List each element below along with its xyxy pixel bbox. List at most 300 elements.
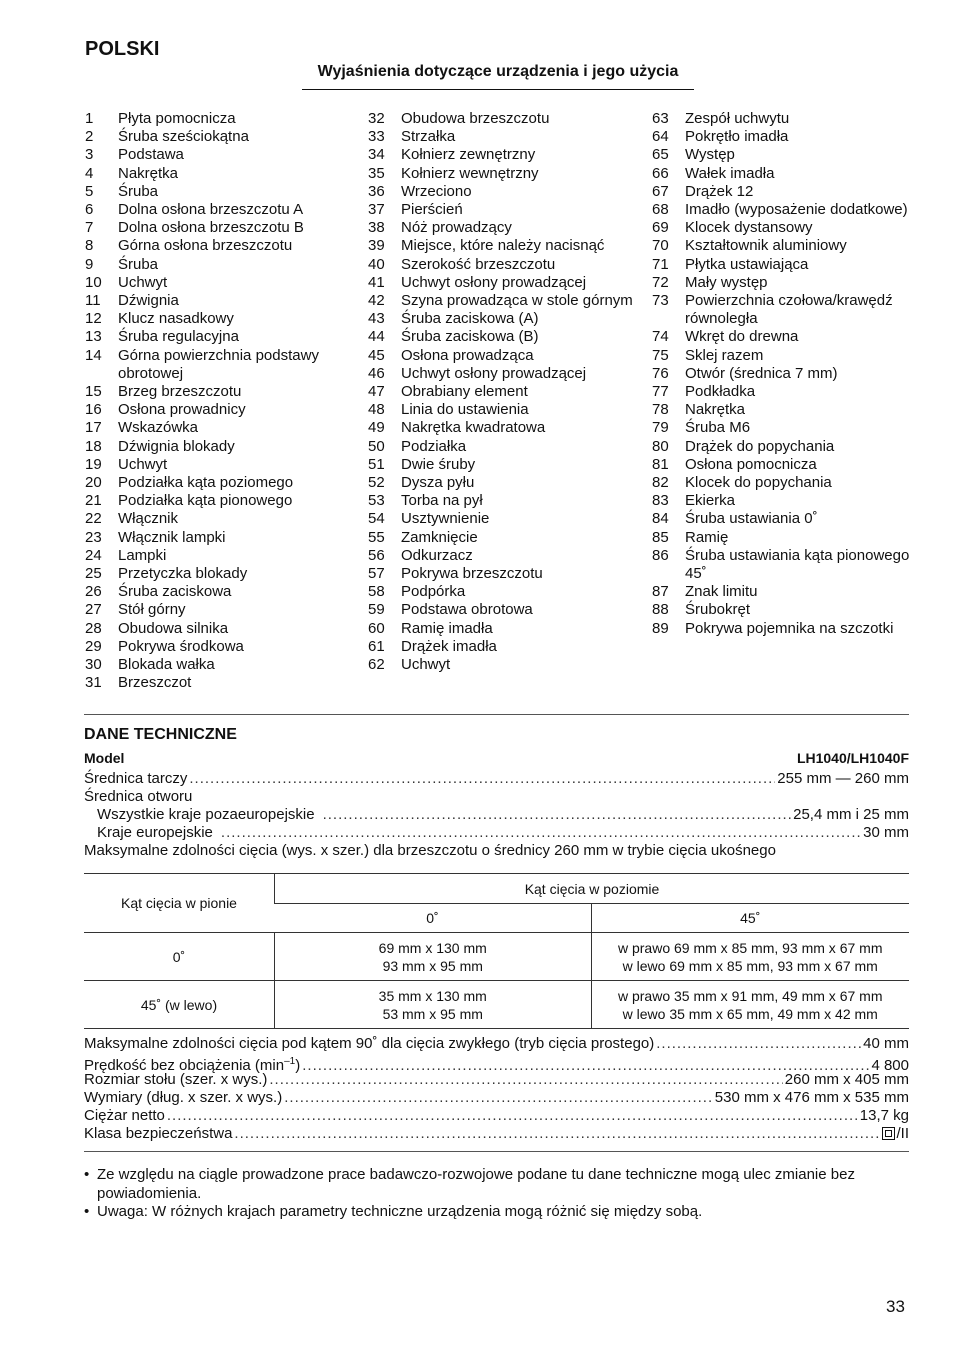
legend-item-number: 73 [652,292,669,310]
legend-item-number: 67 [652,182,669,200]
legend-item [368,310,640,328]
legend-item-number: 45 [368,346,385,364]
legend-item-label: Drążek 12 [685,182,754,200]
legend-item [85,237,355,255]
section-divider [84,714,909,715]
legend-item-number: 10 [85,273,102,291]
legend-item [368,547,640,565]
legend-item [368,219,640,237]
legend-item [652,146,916,164]
legend-item-label: Płytka ustawiająca [685,255,809,273]
legend-item-label: Szerokość brzeszczotu [401,255,556,273]
legend-item-number: 64 [652,128,669,146]
legend-item-label: Strzałka [401,128,456,146]
legend-item-label: Śruba ustawiania 0˚ [685,510,818,528]
legend-item-label: Imadło (wyposażenie dodatkowe) [685,201,908,219]
legend-item-label: Nakrętka kwadratowa [401,419,546,437]
legend-item-label: Śruba [118,182,159,200]
legend-column-3 [652,110,916,638]
legend-item [652,601,916,619]
specs-title: DANE TECHNICZNE [84,726,237,743]
legend-item [368,565,640,583]
legend-item-label: Wkręt do drewna [685,328,799,346]
legend-item [85,510,355,528]
legend-item-label: Nakrętka [685,401,746,419]
legend-item-label: Śruba regulacyjna [118,328,239,346]
legend-item-number: 74 [652,328,669,346]
legend-item-number: 25 [85,565,102,583]
legend-item [368,237,640,255]
legend-item-label: Występ [685,146,735,164]
legend-item [85,638,355,656]
legend-item-label: Podstawa [118,146,184,164]
spec-value: 255 mm — 260 mm [777,770,909,787]
legend-item [652,274,916,292]
legend-item [85,256,355,274]
legend-item-label: Otwór (średnica 7 mm) [685,364,838,382]
legend-item [85,110,355,128]
model-label: Model [84,750,125,766]
model-row [84,750,909,766]
legend-item-number: 23 [85,528,102,546]
legend-item-number: 85 [652,528,669,546]
spec-label: Klasa bezpieczeństwa [84,1125,233,1142]
horizontal-angle-header: Kąt cięcia w poziomie [275,874,910,904]
legend-item-number: 39 [368,237,385,255]
legend-item [652,365,916,383]
legend-item-label: Obudowa brzeszczotu [401,110,550,127]
legend-item-number: 81 [652,455,669,473]
legend-item-label: Drążek do popychania [685,437,835,455]
legend-item [85,674,355,692]
legend-item [85,201,355,219]
legend-item-number: 5 [85,182,94,200]
spec-value: 4 800 [871,1057,909,1074]
legend-item-number: 48 [368,401,385,419]
legend-item [368,656,640,674]
legend-item-number: 3 [85,146,94,164]
legend-item [368,638,640,656]
legend-item [85,492,355,510]
legend-item-label: Osłona prowadnicy [118,401,246,419]
double-insulation-icon [882,1127,895,1140]
legend-item-label: Dysza pyłu [401,474,475,492]
capacity-at-0: 69 mm x 130 mm 93 mm x 95 mm [275,933,592,981]
spec-label: Wszystkie kraje pozaeuropejskie [97,806,315,823]
capacity-at-45: w prawo 69 mm x 85 mm, 93 mm x 67 mm w lewo 69 mm x 85 mm, 93 mm x 67 mm [591,933,909,981]
legend-item-label: Znak limitu [685,583,758,601]
legend-item-label: Górna osłona brzeszczotu [118,237,293,255]
legend-item [368,383,640,401]
legend-item-label: Szyna prowadząca w stole górnym [401,292,633,310]
leader-dots [269,1071,782,1089]
legend-item-number: 86 [652,546,669,564]
legend-item [652,492,916,510]
legend-item-number: 57 [368,565,385,583]
legend-item-number: 70 [652,237,669,255]
legend-item-label: Torba na pył [401,492,483,510]
legend-item [368,620,640,638]
notes [84,1166,909,1222]
row-vertical-angle: 0˚ [84,933,275,981]
legend-item-label: Pokrywa pojemnika na szczotki [685,619,894,637]
legend-item-number: 50 [368,437,385,455]
legend-item-number: 20 [85,474,102,492]
model-value: LH1040/LH1040F [796,750,909,766]
spec-row-bore-eu [97,824,909,842]
table-row [84,933,909,981]
legend-item-number: 88 [652,601,669,619]
legend-item-number: 27 [85,601,102,619]
section-subtitle: Wyjaśnienia dotyczące urządzenia i jego użycia [302,63,694,90]
legend-item-number: 79 [652,419,669,437]
legend-item-number: 49 [368,419,385,437]
horizontal-angle-0: 0˚ [275,904,592,933]
legend-item-label: Osłona prowadząca [401,346,534,364]
legend-item [368,583,640,601]
legend-item-number: 77 [652,383,669,401]
legend-item [652,128,916,146]
legend-item-number: 11 [85,292,101,310]
legend-item-label: Włącznik lampki [118,528,226,546]
legend-item [652,401,916,419]
legend-item-label: Podstawa obrotowa [401,601,533,619]
legend-item-label: Klocek do popychania [685,474,832,492]
legend-item-number: 52 [368,474,385,492]
legend-item [368,529,640,547]
legend-item [368,256,640,274]
legend-item [368,474,640,492]
legend-item [368,492,640,510]
row-vertical-angle: 45˚ (w lewo) [84,981,275,1029]
legend-item-number: 28 [85,619,102,637]
legend-item-number: 66 [652,164,669,182]
legend-item-number: 53 [368,492,385,510]
legend-item-number: 32 [368,110,385,127]
spec-row-weight [84,1107,909,1125]
legend-item-label: Zamknięcie [401,528,478,546]
legend-item-number: 6 [85,201,94,219]
legend-item [85,146,355,164]
legend-item-label: Podziałka [401,437,467,455]
legend-item [652,419,916,437]
legend-item-label: Pokrywa brzeszczotu [401,565,543,583]
legend-item [85,183,355,201]
spec-value: 13,7 kg [859,1107,909,1124]
legend-item [652,456,916,474]
legend-item-label: Obrabiany element [401,383,528,401]
legend-item-number: 2 [85,128,94,146]
legend-item [652,438,916,456]
legend-item-number: 30 [85,656,102,674]
legend-item-label: Dźwignia [118,292,179,310]
legend-item [85,128,355,146]
legend-item-label: Lampki [118,546,167,564]
legend-item [85,292,355,310]
legend-item-number: 58 [368,583,385,601]
legend-item-number: 34 [368,146,385,164]
legend-item [652,383,916,401]
legend-item-number: 9 [85,255,94,273]
horizontal-angle-45: 45˚ [591,904,909,933]
legend-item [85,620,355,638]
legend-column-1 [85,110,355,693]
legend-item [368,601,640,619]
legend-item-label: Dolna osłona brzeszczotu A [118,201,304,219]
legend-item-number: 13 [85,328,102,346]
legend-item [85,529,355,547]
legend-item-label: Dolna osłona brzeszczotu B [118,219,304,237]
legend-item-number: 56 [368,546,385,564]
leader-dots [284,1089,713,1107]
legend-item-number: 68 [652,201,669,219]
legend-item [652,292,916,328]
spec-row-bore-non-eu [97,806,909,824]
legend-item-label: Klucz nasadkowy [118,310,234,328]
legend-item-label: Ramię imadła [401,619,493,637]
legend-item [368,146,640,164]
legend-item-number: 19 [85,455,102,473]
leader-dots [221,824,861,842]
legend-item [368,110,640,128]
leader-dots [234,1125,880,1143]
legend-item-number: 14 [85,346,102,364]
spec-value: 530 mm x 476 mm x 535 mm [714,1089,909,1106]
legend-item-label: Mały występ [685,273,768,291]
leader-dots [323,806,792,824]
legend-item [368,274,640,292]
legend-item-number: 83 [652,492,669,510]
legend-item-number: 40 [368,255,385,273]
note-item: • Uwaga: W różnych krajach parametry techniczne urządzenia mogą różnić się między sobą. [84,1203,703,1220]
legend-item-number: 72 [652,273,669,291]
legend-item-label: Nóż prowadzący [401,219,512,237]
legend-item-label: Powierzchnia czołowa/krawędź równoległa [685,292,893,328]
legend-item-number: 26 [85,583,102,601]
legend-item-number: 46 [368,364,385,382]
legend-item-label: Śruba zaciskowa (A) [401,310,539,328]
legend-item-number: 84 [652,510,669,528]
legend-item-label: Pokrywa środkowa [118,637,244,655]
legend-item-label: Brzeszczot [118,674,192,692]
legend-item [652,237,916,255]
legend-item [85,438,355,456]
legend-item-label: Kołnierz zewnętrzny [401,146,536,164]
legend-item-label: Kołnierz wewnętrzny [401,164,539,182]
legend-item-label: Dźwignia blokady [118,437,235,455]
legend-item-label: Podziałka kąta poziomego [118,474,294,492]
legend-item-label: Obudowa silnika [118,619,229,637]
legend-item [85,419,355,437]
miter-caption: Maksymalne zdolności cięcia (wys. x szer.) dla brzeszczotu o średnicy 260 mm w trybie cięcia ukośnego [84,842,776,859]
legend-item-number: 44 [368,328,385,346]
legend-item [85,347,355,383]
leader-dots [189,770,775,788]
legend-item [652,201,916,219]
section-divider [84,1151,909,1152]
legend-item-label: Stół górny [118,601,186,619]
legend-item-label: Linia do ustawienia [401,401,529,419]
spec-row-safety-class [84,1125,909,1143]
legend-item-label: Brzeg brzeszczotu [118,383,242,401]
legend-item [85,456,355,474]
legend-item [85,401,355,419]
legend-item [652,583,916,601]
legend-item-number: 29 [85,637,102,655]
capacity-at-45: w prawo 35 mm x 91 mm, 49 mm x 67 mm w lewo 35 mm x 65 mm, 49 mm x 42 mm [591,981,909,1029]
legend-item [652,328,916,346]
spec-value: /II [882,1125,909,1143]
legend-item-label: Uchwyt [401,656,451,674]
legend-item-number: 71 [652,255,669,273]
legend-item [652,165,916,183]
legend-item [368,401,640,419]
legend-item-number: 33 [368,128,385,146]
legend-item-label: Usztywnienie [401,510,490,528]
legend-item-label: Sklej razem [685,346,764,364]
legend-item-number: 59 [368,601,385,619]
legend-item-number: 35 [368,164,385,182]
spec-value: 260 mm x 405 mm [784,1071,909,1088]
legend-item [652,547,916,583]
legend-item [368,365,640,383]
spec-row-bore: Średnica otworu [84,788,193,805]
legend-item-number: 75 [652,346,669,364]
legend-item-number: 89 [652,619,669,637]
legend-item-number: 37 [368,201,385,219]
legend-item-number: 82 [652,474,669,492]
legend-item [85,565,355,583]
legend-item-label: Śruba sześciokątna [118,128,249,146]
legend-item-number: 76 [652,364,669,382]
legend-item-number: 38 [368,219,385,237]
legend-item [368,510,640,528]
legend-item-number: 78 [652,401,669,419]
spec-value: 30 mm [863,824,909,841]
legend-item [368,347,640,365]
legend-item [652,110,916,128]
legend-item-label: Przetyczka blokady [118,565,248,583]
legend-item [85,583,355,601]
legend-item-label: Śruba zaciskowa (B) [401,328,539,346]
spec-label: Prędkość bez obciążenia $(\min^{-1})$ [84,1056,301,1074]
legend-item-number: 24 [85,546,102,564]
spec-label: Rozmiar stołu (szer. x wys.) [84,1071,268,1088]
legend-item [652,219,916,237]
legend-item-number: 15 [85,383,102,401]
spec-label: Średnica tarczy [84,770,188,787]
legend-item [85,601,355,619]
legend-item [85,328,355,346]
legend-item-label: Ramię [685,528,729,546]
legend-item-number: 4 [85,164,94,182]
legend-item-label: Kształtownik aluminiowy [685,237,847,255]
legend-item-label: Śruba [118,255,159,273]
spec-row-max-90 [84,1035,909,1053]
table-row [84,981,909,1029]
spec-label: Wymiary (dług. x szer. x wys.) [84,1089,283,1106]
legend-item-label: Odkurzacz [401,546,473,564]
spec-row-dimensions [84,1089,909,1107]
legend-item-number: 12 [85,310,102,328]
legend-item-number: 51 [368,455,385,473]
spec-value: 25,4 mm i 25 mm [793,806,909,823]
legend-item-label: Uchwyt [118,455,168,473]
legend-item-number: 61 [368,637,385,655]
legend-item [368,438,640,456]
legend-item-label: Wskazówka [118,419,199,437]
legend-item-label: Nakrętka [118,164,179,182]
legend-item-number: 69 [652,219,669,237]
legend-item-number: 54 [368,510,385,528]
legend-item [652,510,916,528]
spec-label: Maksymalne zdolności cięcia pod kątem 90˚ dla cięcia zwykłego (tryb cięcia prostego) [84,1035,655,1052]
legend-item-number: 62 [368,656,385,674]
legend-item-label: Pokrętło imadła [685,128,789,146]
legend-item-label: Śruba zaciskowa [118,583,232,601]
legend-item [85,383,355,401]
legend-item-label: Śruba ustawiania kąta pionowego 45˚ [685,546,910,583]
legend-item-number: 36 [368,182,385,200]
legend-item [368,201,640,219]
language-heading: POLSKI [85,38,160,60]
legend-item-label: Podziałka kąta pionowego [118,492,293,510]
legend-item [368,456,640,474]
legend-item [652,347,916,365]
legend-item-number: 63 [652,110,669,127]
legend-item-number: 1 [85,110,94,127]
spec-label: Ciężar netto [84,1107,165,1124]
legend-item-number: 65 [652,146,669,164]
legend-item [652,183,916,201]
legend-item [652,620,916,638]
legend-item-number: 31 [85,674,102,692]
legend-item [368,292,640,310]
legend-item [368,328,640,346]
legend-item [85,310,355,328]
spec-label: Kraje europejskie [97,824,213,841]
leader-dots [167,1107,858,1125]
legend-item-number: 41 [368,273,385,291]
legend-item [85,656,355,674]
note-item: • Ze względu na ciągle prowadzone prace badawczo-rozwojowe podane tu dane techniczne mogą ulec zmianie bez powiadomienia. [84,1166,855,1202]
capacity-at-0: 35 mm x 130 mm 53 mm x 95 mm [275,981,592,1029]
legend-item-label: Włącznik [118,510,179,528]
legend-item-label: Wałek imadła [685,164,775,182]
legend-item [368,419,640,437]
legend-item-label: Śrubokręt [685,601,751,619]
vertical-angle-header: Kąt cięcia w pionie [84,874,275,933]
legend-item [368,128,640,146]
legend-item [85,474,355,492]
legend-item [652,474,916,492]
legend-item-label: Górna powierzchnia podstawy obrotowej [118,346,319,382]
legend-item-label: Zespół uchwytu [685,110,790,127]
legend-item-label: Miejsce, które należy nacisnąć [401,237,605,255]
legend-item-number: 87 [652,583,669,601]
legend-item [368,165,640,183]
legend-item-number: 22 [85,510,102,528]
legend-item [85,165,355,183]
spec-value: 40 mm [863,1035,909,1052]
legend-item-label: Podkładka [685,383,756,401]
legend-item [652,529,916,547]
legend-item-number: 17 [85,419,102,437]
legend-item-label: Blokada wałka [118,656,215,674]
legend-item-number: 16 [85,401,102,419]
legend-item-label: Uchwyt osłony prowadzącej [401,364,587,382]
legend-item-label: Dwie śruby [401,455,476,473]
